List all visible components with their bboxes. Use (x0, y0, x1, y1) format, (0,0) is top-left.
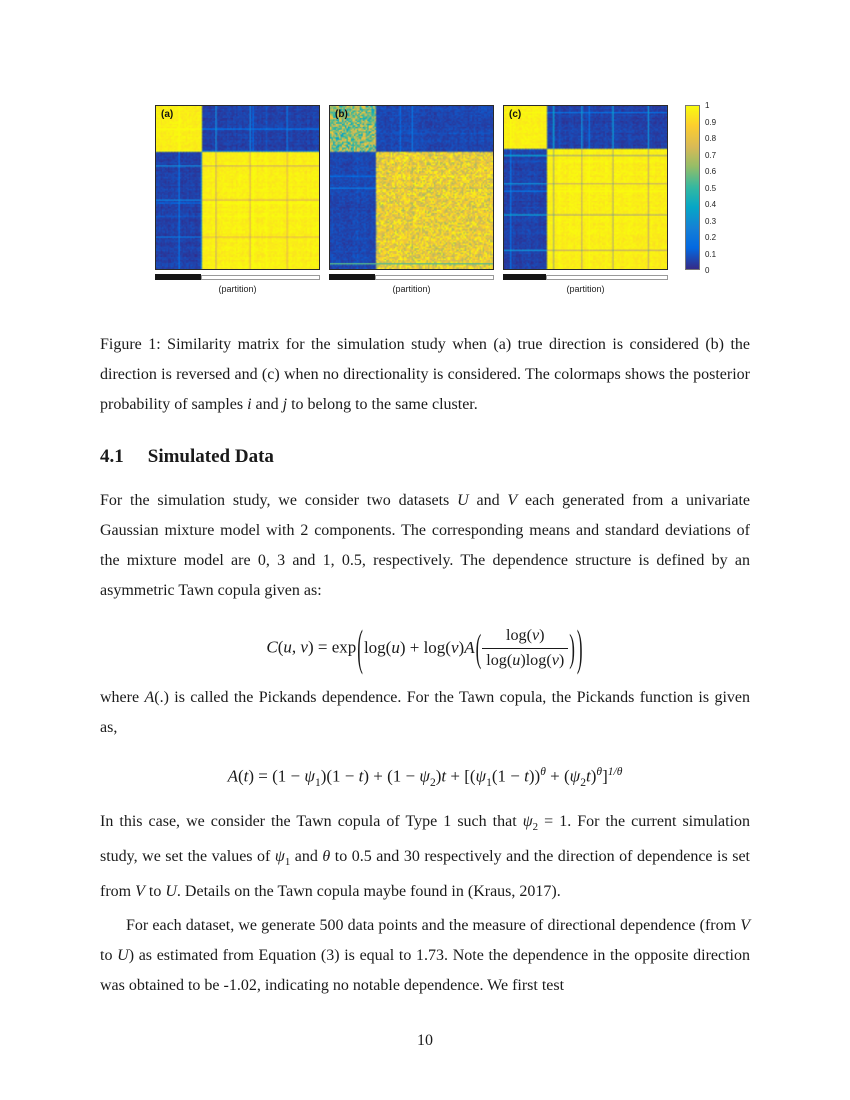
partition-cluster2-segment (546, 275, 668, 280)
page-number: 10 (417, 1032, 433, 1049)
colorbar-tick: 0.6 (705, 167, 717, 176)
partition-bar-a (155, 274, 320, 280)
panel-label-a: (a) (161, 109, 174, 120)
paragraph-dataset-results: For each dataset, we generate 500 data points and the measure of directional dependence (from V to U) as estimated from Equation (3) is equal to 1.73. Note the dependence in the opposite direction was obtained to be -1.02, indicating no notable dependence. We first test (100, 917, 750, 995)
colorbar-tick: 0.4 (705, 200, 717, 209)
partition-cluster1-segment (329, 274, 375, 280)
partition-cluster1-segment (155, 274, 201, 280)
heatmap-canvas-b (329, 105, 494, 270)
colorbar-tick: 0.5 (705, 183, 717, 193)
partition-cluster2-segment (375, 275, 494, 280)
paragraph-pickands-intro: where A(.) is called the Pickands dependence. For the Tawn copula, the Pickands function is given as, (100, 689, 750, 737)
section-heading (100, 446, 750, 468)
equation-pickands-function: $A(t) = (1 - \psi_1)(1 - t) + (1 - \psi_2)t + [(\psi_1(1 - t))^\theta + (\psi_2t)^\theta]^{1/\theta}$ (227, 765, 623, 790)
colorbar-tick: 0.1 (705, 249, 717, 259)
panel-label-c: (c) (509, 109, 522, 120)
partition-bar-b (329, 274, 494, 280)
partition-cluster2-segment (201, 275, 320, 280)
colorbar-gradient (685, 105, 700, 270)
equation-tawn-copula: C(u, v) = exp(log(u) + log(v)A( $\frac{\log(v)}{\log(u)\log(v)}$ ) ) (266, 620, 583, 676)
colorbar-tick: 0.8 (705, 134, 717, 143)
partition-cluster1-segment (503, 274, 546, 280)
colorbar-tick: 0.9 (705, 117, 717, 127)
partition-label-c: (partition) (566, 284, 605, 294)
panel-label-b: (b) (335, 109, 348, 120)
colorbar-tick: 0.3 (705, 216, 717, 226)
heatmap-panel-a (155, 105, 322, 294)
colorbar-ticks (705, 101, 727, 275)
heatmap-canvas-c (503, 105, 668, 270)
heatmap-canvas-a (155, 105, 320, 270)
colorbar (685, 101, 727, 275)
paragraph-simulation-setup: For the simulation study, we consider two datasets U and V each generated from a univariate Gaussian mixture model with 2 components. The corresponding means and standard deviations of the mixture model are 0, 3 and 1, 0.5, respectively. The dependence structure is defined by an asymmetric Tawn copula given as: (100, 492, 750, 599)
figure-1 (100, 0, 750, 420)
colorbar-tick: 0.2 (705, 233, 717, 242)
partition-bar-c (503, 274, 668, 280)
colorbar-tick: 0.7 (705, 150, 717, 160)
colorbar-tick: 0 (705, 266, 710, 275)
partition-label-b: (partition) (392, 284, 431, 294)
colorbar-tick: 1 (705, 101, 710, 110)
partition-label-a: (partition) (218, 284, 257, 294)
heatmap-panel-b (329, 105, 496, 294)
heatmap-row (155, 0, 750, 294)
figure-caption: Figure 1: Similarity matrix for the simulation study when (a) true direction is considered (b) the direction is reversed and (c) when no directionality is considered. The colormaps shows the posterior probability of samples i and j to belong to the same cluster. (100, 336, 750, 413)
paragraph-copula-parameters: In this case, we consider the Tawn copula of Type 1 such that $\psi_2 = 1$. For the current simulation study, we set the values of $\psi_1$ and θ to 0.5 and 30 respectively and the direction of dependence is set from V to U. Details on the Tawn copula maybe found in (Kraus, 2017). (100, 812, 751, 901)
section-title: Simulated Data (147, 446, 274, 467)
section-number: 4.1 (100, 446, 124, 467)
heatmap-panel-c (503, 105, 670, 294)
